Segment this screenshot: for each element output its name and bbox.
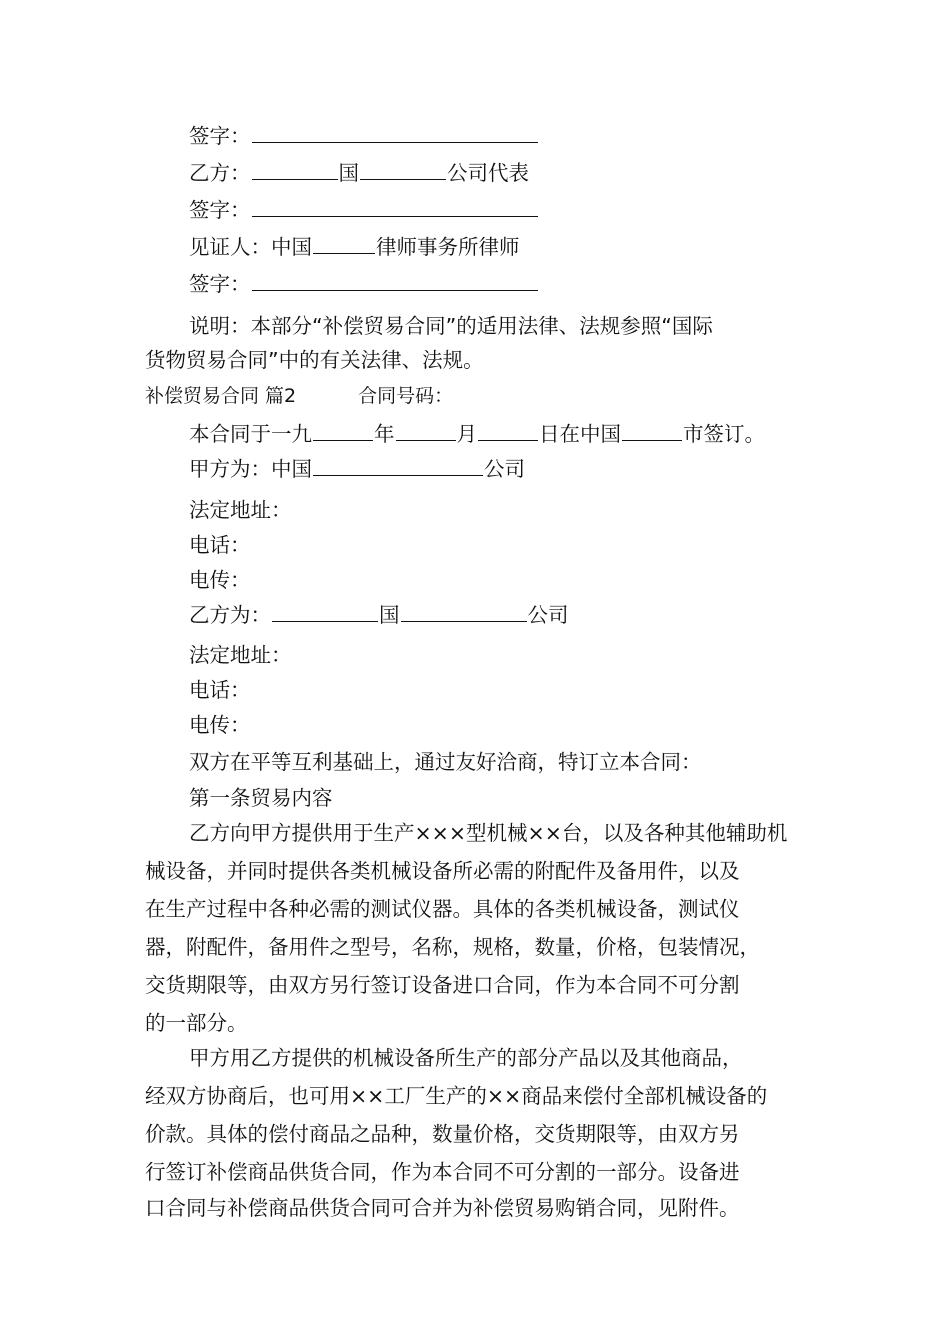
- heading-title: 补偿贸易合同 篇2: [145, 385, 297, 407]
- party-b-label: 乙方为：: [189, 603, 271, 627]
- country-label: 国: [379, 603, 400, 627]
- paragraph2-line: 甲方用乙方提供的机械设备所生产的部分产品以及其他商品，: [189, 1046, 743, 1070]
- company-label: 公司: [484, 457, 525, 481]
- paragraph2-line: 行签订补偿商品供货合同，作为本合同不可分割的一部分。设备进: [145, 1160, 740, 1184]
- blank-line: [313, 455, 483, 476]
- country-label: 国: [338, 161, 359, 185]
- city-signed-label: 市签订。: [683, 422, 765, 446]
- agreement-line: 双方在平等互利基础上，通过友好洽商，特订立本合同：: [189, 750, 702, 774]
- article-1-title: 第一条贸易内容: [189, 786, 333, 810]
- blank-line: [360, 159, 446, 180]
- party-b-line: [189, 601, 569, 629]
- signature-line-2: [189, 196, 539, 224]
- signed-text: 本合同于一九: [189, 422, 312, 446]
- blank-line: [401, 601, 527, 622]
- company-label: 公司: [527, 603, 569, 627]
- note-line-1: 说明：本部分“补偿贸易合同”的适用法律、法规参照“国际: [189, 314, 713, 338]
- blank-line: [252, 159, 338, 180]
- party-a-line: [189, 455, 525, 483]
- signature-line-1: [189, 122, 539, 150]
- paragraph1-line: 乙方向甲方提供用于生产×××型机械××台，以及各种其他辅助机: [189, 821, 788, 845]
- company-rep-label: 公司代表: [447, 161, 529, 185]
- witness-line: [189, 233, 520, 261]
- paragraph2-line: 经双方协商后，也可用××工厂生产的××商品来偿付全部机械设备的: [145, 1084, 768, 1108]
- signature-line-3: [189, 270, 539, 298]
- blank-line: [313, 233, 375, 254]
- day-place-label: 日在中国: [539, 422, 621, 446]
- paragraph1-line: 械设备，并同时提供各类机械设备所必需的附配件及备用件，以及: [145, 859, 740, 883]
- contract-number-label: 合同号码：: [358, 385, 454, 407]
- signing-date-line: [189, 420, 765, 448]
- paragraph2-line: 口合同与补偿商品供货合同可合并为补偿贸易购销合同，见附件。: [145, 1196, 740, 1220]
- law-firm-label: 律师事务所律师: [376, 235, 520, 259]
- year-label: 年: [374, 422, 395, 446]
- paragraph2-line: 价款。具体的偿付商品之品种，数量价格，交货期限等，由双方另: [145, 1122, 740, 1146]
- note-line-2: 货物贸易合同”中的有关法律、法规。: [145, 348, 484, 372]
- blank-line: [313, 420, 373, 441]
- blank-line: [252, 196, 538, 217]
- party-b-phone: 电话：: [189, 678, 251, 702]
- party-a-address: 法定地址：: [189, 498, 292, 522]
- blank-line: [272, 601, 378, 622]
- paragraph1-line: 在生产过程中各种必需的测试仪器。具体的各类机械设备，测试仪: [145, 897, 740, 921]
- blank-line: [478, 420, 538, 441]
- party-a-label: 甲方为：中国: [189, 457, 312, 481]
- party-b-address: 法定地址：: [189, 643, 292, 667]
- section-heading: [145, 382, 453, 410]
- party-b-fax: 电传：: [189, 713, 251, 737]
- blank-line: [622, 420, 682, 441]
- paragraph1-line: 器，附配件，备用件之型号，名称，规格，数量，价格，包装情况，: [145, 935, 760, 959]
- sign-label: 签字：: [189, 272, 251, 296]
- month-label: 月: [456, 422, 477, 446]
- party-a-phone: 电话：: [189, 533, 251, 557]
- blank-line: [252, 270, 538, 291]
- party-b-rep-line: [189, 159, 529, 187]
- sign-label: 签字：: [189, 124, 251, 148]
- blank-line: [396, 420, 456, 441]
- party-a-fax: 电传：: [189, 568, 251, 592]
- witness-label: 见证人：中国: [189, 235, 312, 259]
- blank-line: [252, 122, 538, 143]
- paragraph1-line: 的一部分。: [145, 1011, 248, 1035]
- paragraph1-line: 交货期限等，由双方另行签订设备进口合同，作为本合同不可分割: [145, 973, 740, 997]
- sign-label: 签字：: [189, 198, 251, 222]
- party-b-label: 乙方：: [189, 161, 251, 185]
